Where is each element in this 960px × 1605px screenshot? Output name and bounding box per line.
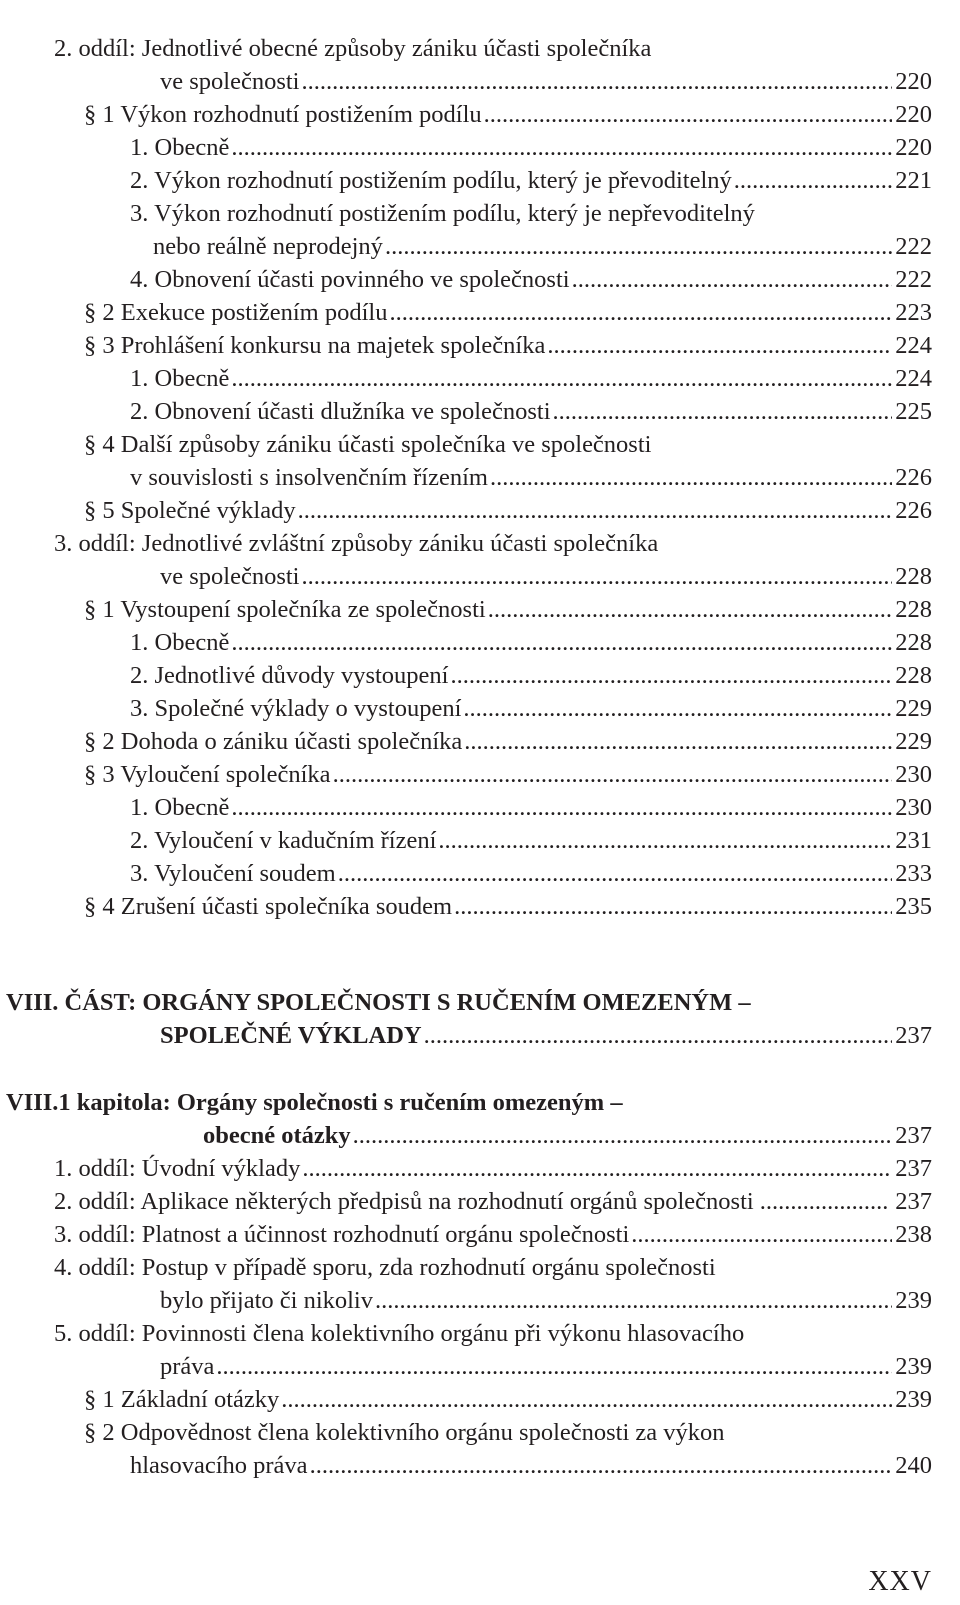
entry-number: § 5: [84, 497, 115, 524]
entry-text: oddíl: Platnost a účinnost rozhodnutí orgánu společnosti: [78, 1221, 630, 1248]
entry-number: 3.: [130, 695, 149, 722]
entry-page: 223: [895, 299, 932, 326]
toc-entry-continuation: [130, 1449, 932, 1482]
entry-page: 239: [895, 1353, 932, 1380]
entry-page: 230: [895, 794, 932, 821]
entry-text: Společné výklady: [120, 497, 296, 524]
entry-page: 237: [895, 1155, 932, 1182]
dot-leader: [490, 461, 892, 494]
toc-entry: [84, 593, 932, 626]
dot-leader: [424, 1019, 893, 1052]
toc-entry: [84, 296, 932, 329]
entry-number: 1.: [130, 365, 149, 392]
entry-text: oddíl: Povinnosti člena kolektivního orgánu při výkonu hlasovacího: [78, 1320, 745, 1347]
entry-text: obecné otázky: [203, 1122, 351, 1149]
entry-text: práva: [160, 1353, 215, 1380]
entry-text: oddíl: Postup v případě sporu, zda rozhodnutí orgánu společnosti: [78, 1254, 716, 1281]
entry-text: Základní otázky: [120, 1386, 280, 1413]
toc-entry: [130, 263, 932, 296]
toc-entry-continuation: [160, 65, 932, 98]
dot-leader: [572, 263, 893, 296]
dot-leader: [631, 1218, 892, 1251]
entry-text: Vyloučení v kadučním řízení: [154, 827, 437, 854]
entry-number: 3.: [130, 200, 149, 227]
entry-number: 1.: [130, 629, 149, 656]
dot-leader: [298, 494, 893, 527]
entry-number: § 1: [84, 596, 115, 623]
dot-leader: [302, 65, 893, 98]
entry-page: 235: [895, 893, 932, 920]
toc-entry-continuation: [160, 1284, 932, 1317]
entry-page: 239: [895, 1386, 932, 1413]
dot-leader: [353, 1119, 893, 1152]
entry-number: 2.: [130, 662, 149, 689]
toc-entry-heading: [54, 32, 651, 65]
entry-page: 229: [895, 695, 932, 722]
page-number: XXV: [868, 1566, 932, 1597]
dot-leader: [231, 626, 892, 659]
entry-text: Obecně: [154, 794, 230, 821]
toc-entry: [84, 98, 932, 131]
toc-entry: [84, 428, 651, 461]
entry-text: Vyloučení soudem: [154, 860, 336, 887]
entry-text: Obecně: [154, 365, 230, 392]
dot-leader: [547, 329, 892, 362]
toc-entry-continuation: [130, 461, 932, 494]
entry-number: 4.: [54, 1254, 73, 1281]
entry-text: Výkon rozhodnutí postižením podílu: [120, 101, 482, 128]
dot-leader: [385, 230, 892, 263]
entry-page: 220: [895, 134, 932, 161]
toc-chapter-heading: [6, 1086, 623, 1119]
dot-leader: [438, 824, 892, 857]
entry-page: 226: [895, 497, 932, 524]
entry-text: Společné výklady o vystoupení: [154, 695, 462, 722]
entry-page: 233: [895, 860, 932, 887]
dot-leader: [302, 560, 893, 593]
entry-page: 228: [895, 662, 932, 689]
entry-text: bylo přijato či nikoliv: [160, 1287, 373, 1314]
entry-text: SPOLEČNÉ VÝKLADY: [160, 1022, 422, 1049]
toc-entry: [130, 395, 932, 428]
entry-page: 231: [895, 827, 932, 854]
entry-page: 229: [895, 728, 932, 755]
entry-number: § 1: [84, 101, 115, 128]
entry-number: § 2: [84, 1419, 115, 1446]
entry-number: 2.: [54, 35, 73, 62]
toc-entry: [130, 659, 932, 692]
toc-chapter-heading-continuation: [203, 1119, 932, 1152]
dot-leader: [760, 1185, 890, 1218]
entry-page: 222: [895, 266, 932, 293]
entry-page: 240: [895, 1452, 932, 1479]
dot-leader: [231, 131, 892, 164]
entry-number: § 3: [84, 761, 115, 788]
dot-leader: [302, 1152, 892, 1185]
entry-page: 225: [895, 398, 932, 425]
dot-leader: [231, 362, 892, 395]
toc-entry: [84, 890, 932, 923]
toc-entry: [130, 362, 932, 395]
entry-text: Další způsoby zániku účasti společníka ve společnosti: [120, 431, 652, 458]
entry-number: 1.: [54, 1155, 73, 1182]
toc-entry-heading: [54, 1152, 932, 1185]
entry-page: 220: [895, 68, 932, 95]
entry-text: Exekuce postižením podílu: [120, 299, 388, 326]
toc-entry: [130, 692, 932, 725]
entry-text: Vyloučení společníka: [120, 761, 331, 788]
entry-number: 2.: [54, 1188, 73, 1215]
entry-text: oddíl: Úvodní výklady: [78, 1155, 301, 1182]
dot-leader: [338, 857, 893, 890]
entry-number: VIII.1: [6, 1089, 71, 1116]
entry-page: 228: [895, 563, 932, 590]
entry-text: Prohlášení konkursu na majetek společníka: [120, 332, 546, 359]
entry-text: Obecně: [154, 134, 230, 161]
toc-entry-heading: [54, 1251, 716, 1284]
entry-text: hlasovacího práva: [130, 1452, 308, 1479]
entry-page: 237: [895, 1022, 932, 1049]
entry-number: § 1: [84, 1386, 115, 1413]
toc-part-heading-continuation: [160, 1019, 932, 1052]
entry-number: § 2: [84, 299, 115, 326]
dot-leader: [553, 395, 893, 428]
toc-part-heading: [6, 986, 751, 1019]
entry-page: 224: [895, 332, 932, 359]
entry-number: § 3: [84, 332, 115, 359]
dot-leader: [333, 758, 893, 791]
dot-leader: [389, 296, 892, 329]
entry-number: § 4: [84, 893, 115, 920]
entry-text: Vystoupení společníka ze společnosti: [120, 596, 486, 623]
entry-text: Výkon rozhodnutí postižením podílu, který je převoditelný: [154, 167, 732, 194]
dot-leader: [375, 1284, 892, 1317]
entry-text: oddíl: Aplikace některých předpisů na rozhodnutí orgánů společnosti: [78, 1188, 754, 1215]
entry-text: Výkon rozhodnutí postižením podílu, který je nepřevoditelný: [154, 200, 755, 227]
entry-text: ve společnosti: [160, 563, 300, 590]
toc-entry: [130, 791, 932, 824]
dot-leader: [734, 164, 892, 197]
entry-text: ve společnosti: [160, 68, 300, 95]
entry-page: 222: [895, 233, 932, 260]
toc-entry-heading: [54, 1218, 932, 1251]
entry-page: 226: [895, 464, 932, 491]
entry-text: kapitola: Orgány společnosti s ručením omezeným –: [76, 1089, 623, 1116]
entry-text: oddíl: Jednotlivé zvláštní způsoby zániku účasti společníka: [78, 530, 659, 557]
entry-text: Dohoda o zániku účasti společníka: [120, 728, 463, 755]
toc-entry: [130, 197, 755, 230]
entry-page: 237: [895, 1188, 932, 1215]
toc-entry: [130, 164, 932, 197]
entry-page: 228: [895, 596, 932, 623]
entry-page: 239: [895, 1287, 932, 1314]
toc-entry: [130, 824, 932, 857]
entry-text: Zrušení účasti společníka soudem: [120, 893, 453, 920]
entry-number: § 4: [84, 431, 115, 458]
entry-number: § 2: [84, 728, 115, 755]
toc-entry: [84, 725, 932, 758]
entry-text: oddíl: Jednotlivé obecné způsoby zániku účasti společníka: [78, 35, 652, 62]
dot-leader: [463, 692, 892, 725]
toc-entry: [84, 1416, 725, 1449]
dot-leader: [454, 890, 892, 923]
toc-entry: [84, 1383, 932, 1416]
dot-leader: [310, 1449, 893, 1482]
dot-leader: [231, 791, 892, 824]
entry-page: 237: [895, 1122, 932, 1149]
toc-entry-continuation: [160, 560, 932, 593]
dot-leader: [488, 593, 893, 626]
toc-entry-heading: [54, 1317, 744, 1350]
toc-entry: [84, 758, 932, 791]
entry-number: 5.: [54, 1320, 73, 1347]
entry-number: 3.: [54, 1221, 73, 1248]
entry-text: ČÁST: ORGÁNY SPOLEČNOSTI S RUČENÍM OMEZENÝM –: [64, 989, 751, 1016]
toc-entry-heading: [54, 527, 658, 560]
toc-entry: [84, 329, 932, 362]
entry-text: Obecně: [154, 629, 230, 656]
toc-entry-continuation: [153, 230, 932, 263]
entry-number: 3.: [130, 860, 149, 887]
toc-entry-continuation: [160, 1350, 932, 1383]
entry-number: 2.: [130, 827, 149, 854]
dot-leader: [216, 1350, 892, 1383]
dot-leader: [450, 659, 892, 692]
entry-number: 3.: [54, 530, 73, 557]
dot-leader: [484, 98, 893, 131]
entry-page: 230: [895, 761, 932, 788]
entry-text: Jednotlivé důvody vystoupení: [154, 662, 449, 689]
entry-text: nebo reálně neprodejný: [153, 233, 383, 260]
entry-page: 228: [895, 629, 932, 656]
entry-text: Obnovení účasti povinného ve společnosti: [154, 266, 570, 293]
entry-page: 224: [895, 365, 932, 392]
entry-text: Obnovení účasti dlužníka ve společnosti: [154, 398, 551, 425]
entry-page: 220: [895, 101, 932, 128]
toc-entry-heading: [54, 1185, 932, 1218]
entry-number: VIII.: [6, 989, 59, 1016]
entry-number: 2.: [130, 167, 149, 194]
entry-number: 1.: [130, 794, 149, 821]
entry-page: 238: [895, 1221, 932, 1248]
toc-entry: [84, 494, 932, 527]
toc-entry: [130, 857, 932, 890]
entry-page: 221: [895, 167, 932, 194]
entry-text: Odpovědnost člena kolektivního orgánu společnosti za výkon: [120, 1419, 725, 1446]
entry-number: 4.: [130, 266, 149, 293]
dot-leader: [464, 725, 892, 758]
entry-number: 1.: [130, 134, 149, 161]
toc-entry: [130, 626, 932, 659]
entry-number: 2.: [130, 398, 149, 425]
toc-entry: [130, 131, 932, 164]
dot-leader: [281, 1383, 892, 1416]
entry-text: v souvislosti s insolvenčním řízením: [130, 464, 488, 491]
